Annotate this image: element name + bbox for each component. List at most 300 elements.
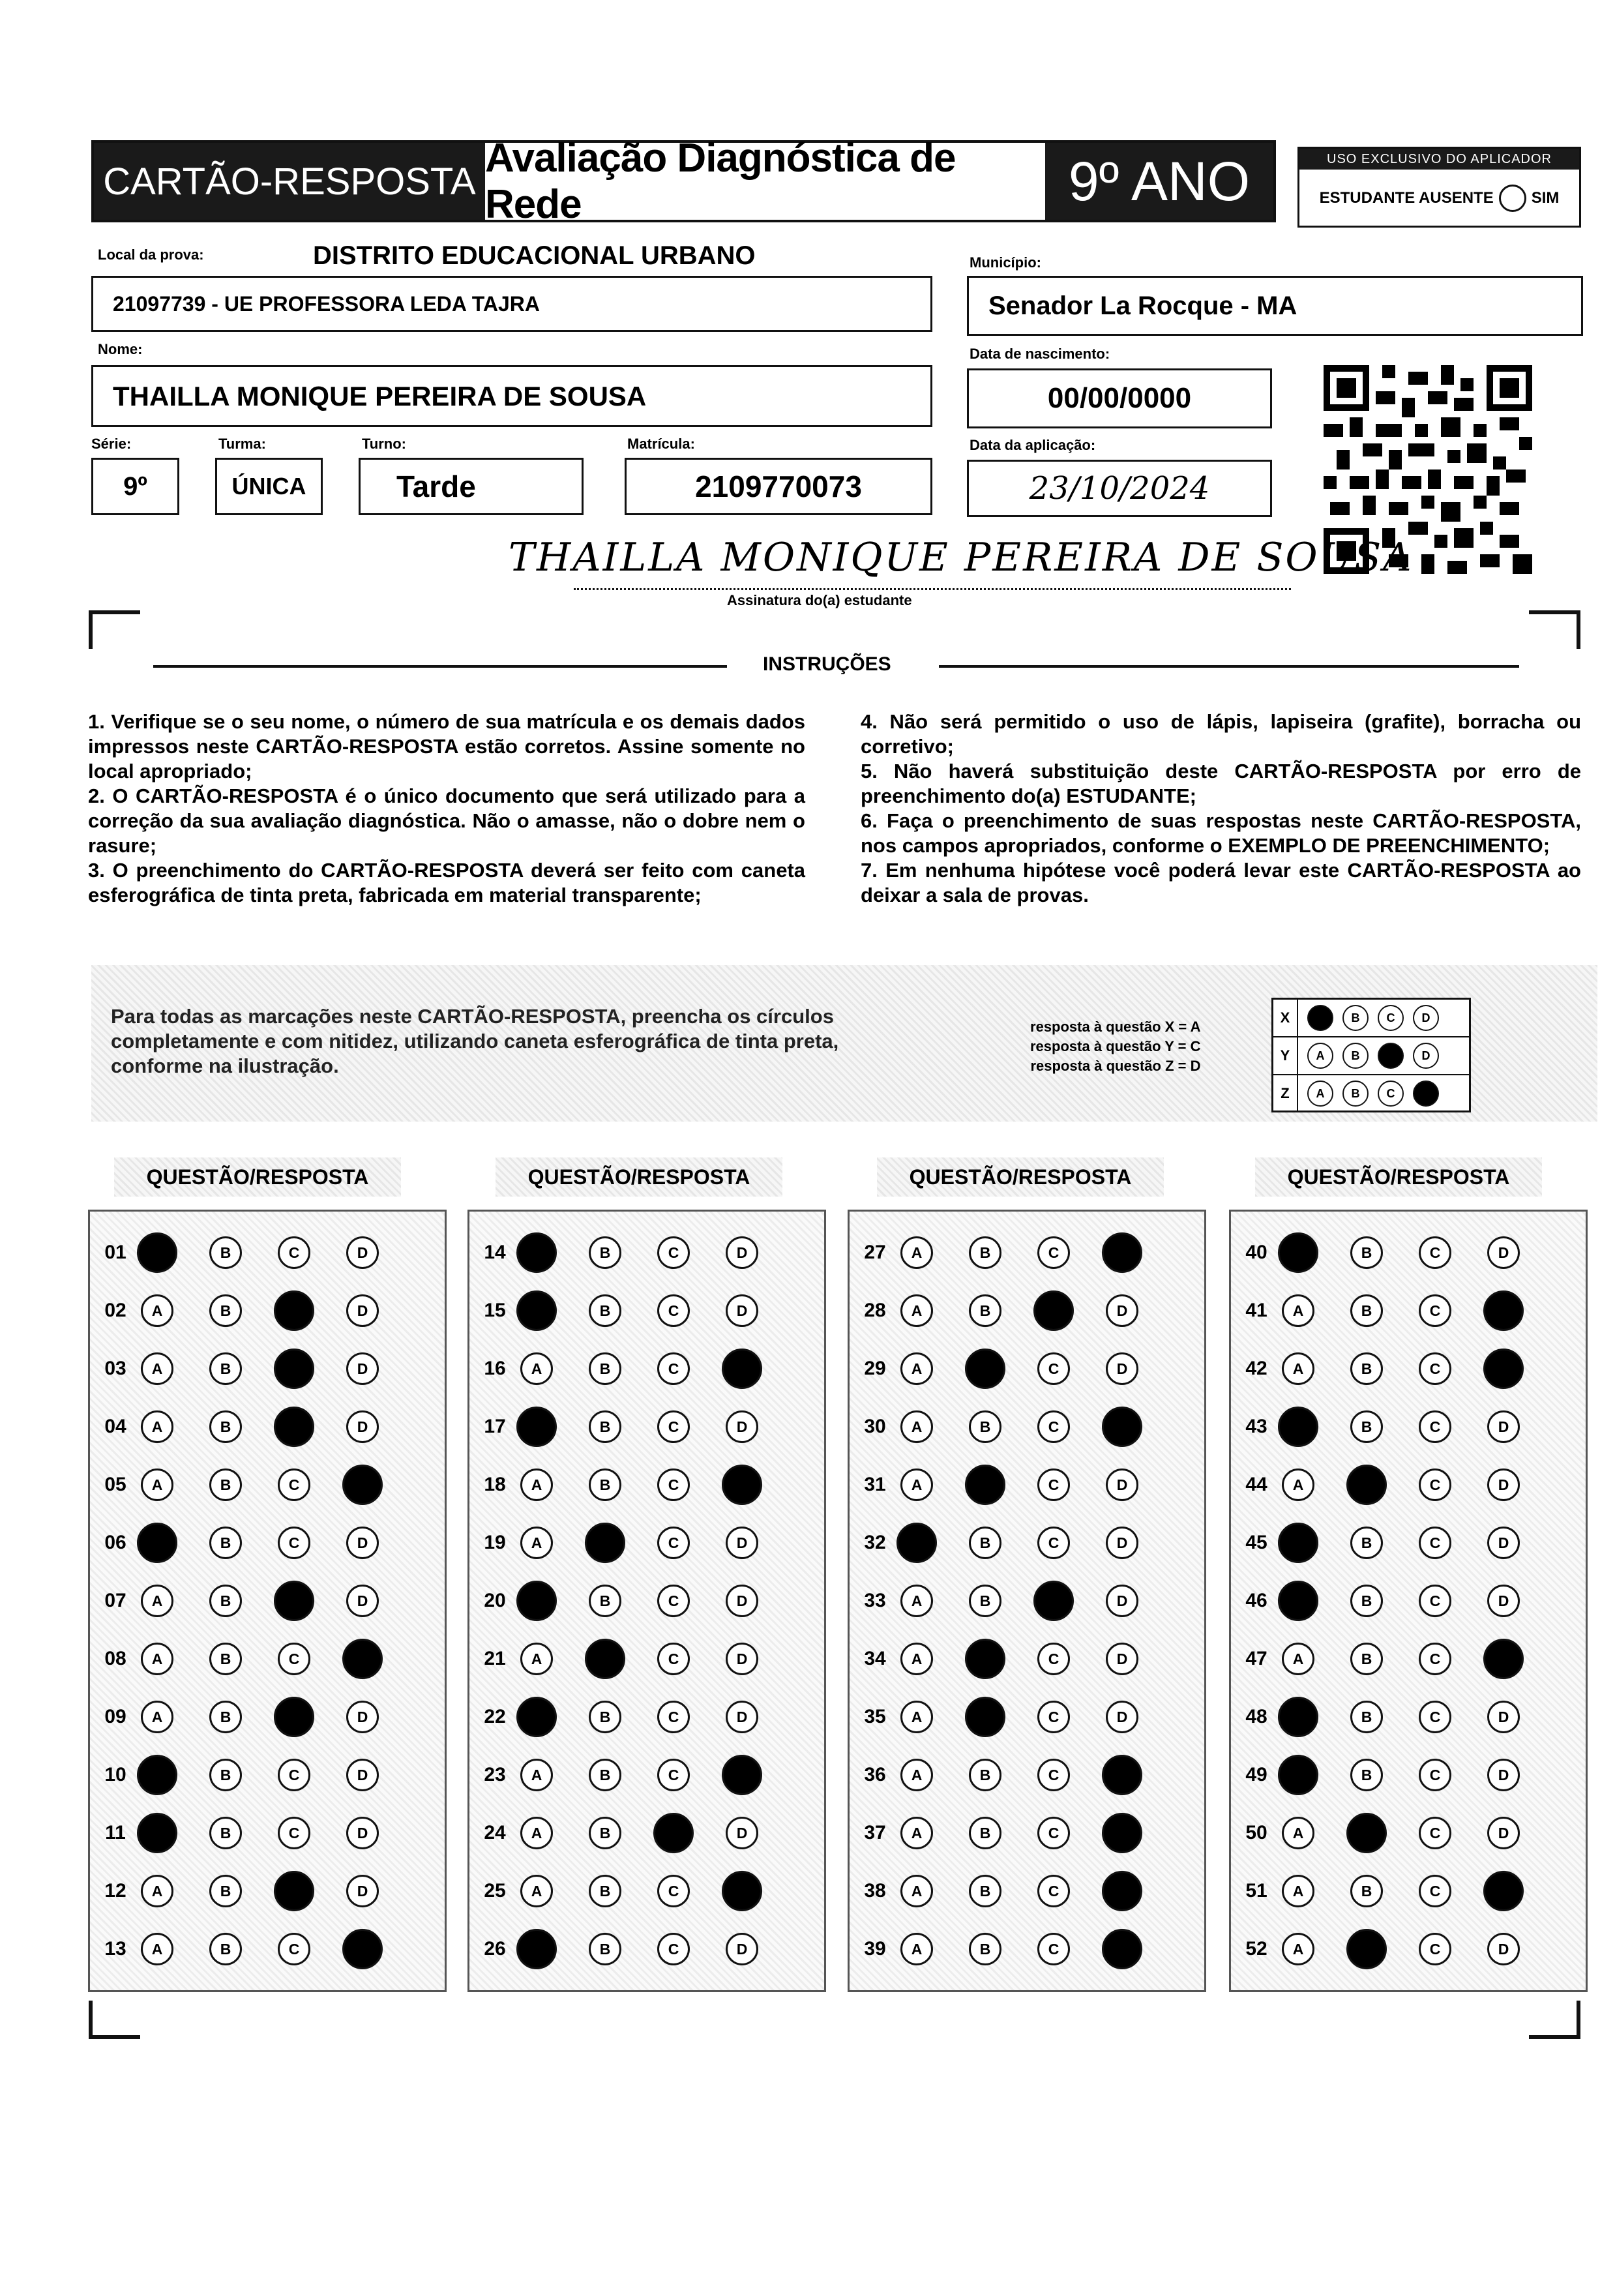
answer-bubble-a[interactable]: A — [141, 1410, 173, 1443]
answer-bubble-d[interactable]: D — [1487, 1817, 1520, 1849]
answer-bubble-a[interactable]: A — [520, 1875, 553, 1907]
answer-bubble-b[interactable] — [585, 1523, 625, 1563]
answer-bubble-a[interactable]: A — [1282, 1643, 1314, 1675]
instruction-1: 1. Verifique se o seu nome, o número de sua matrícula e os demais dados impressos neste CARTÃO-RESPOSTA estão corretos. Assine somente no local apropriado; — [88, 710, 805, 783]
answer-bubble-d[interactable] — [722, 1755, 762, 1795]
answer-column — [848, 1210, 1206, 1992]
answer-bubble-b[interactable]: B — [209, 1410, 242, 1443]
answer-bubble-d[interactable]: D — [726, 1527, 758, 1559]
answer-bubble-c[interactable]: C — [657, 1585, 690, 1617]
question-row — [90, 1631, 445, 1687]
answer-bubble-c[interactable]: C — [657, 1643, 690, 1675]
answer-bubble-d[interactable]: D — [1487, 1410, 1520, 1443]
question-number: 03 — [104, 1358, 126, 1379]
question-row — [90, 1515, 445, 1571]
question-number: 20 — [484, 1590, 506, 1611]
answer-bubble-b[interactable]: B — [589, 1875, 621, 1907]
answer-bubble-d[interactable]: D — [726, 1410, 758, 1443]
answer-bubble-a[interactable] — [137, 1523, 177, 1563]
answer-bubble-c[interactable]: C — [657, 1875, 690, 1907]
answer-bubble-c[interactable]: C — [657, 1701, 690, 1733]
answer-bubble-c[interactable]: C — [1037, 1817, 1070, 1849]
answer-bubble-c[interactable]: C — [1037, 1236, 1070, 1269]
question-number: 08 — [104, 1648, 126, 1669]
examiner-label: USO EXCLUSIVO DO APLICADOR — [1299, 149, 1579, 170]
answer-bubble-b[interactable]: B — [589, 1236, 621, 1269]
answer-bubble-a[interactable]: A — [900, 1294, 933, 1327]
answer-bubble-d[interactable] — [1483, 1639, 1524, 1679]
answer-bubble-b[interactable] — [965, 1639, 1005, 1679]
answer-bubble-a[interactable]: A — [1282, 1469, 1314, 1501]
answer-bubble-a[interactable]: A — [900, 1236, 933, 1269]
answer-bubble-b[interactable]: B — [969, 1585, 1001, 1617]
question-number: 12 — [104, 1880, 126, 1901]
answer-bubble-a[interactable] — [896, 1523, 937, 1563]
answer-bubble-c[interactable]: C — [278, 1817, 310, 1849]
answer-bubble-d[interactable]: D — [1487, 1701, 1520, 1733]
answer-bubble-d[interactable]: D — [346, 1352, 379, 1385]
answer-bubble-a[interactable] — [137, 1755, 177, 1795]
answer-bubble-a[interactable]: A — [520, 1527, 553, 1559]
answer-bubble-d[interactable] — [1102, 1407, 1142, 1447]
answer-bubble-a[interactable] — [137, 1813, 177, 1853]
answer-bubble-a[interactable] — [516, 1581, 557, 1621]
question-row — [469, 1689, 824, 1745]
answer-bubble-b[interactable]: B — [589, 1759, 621, 1791]
answer-bubble-a[interactable]: A — [1282, 1933, 1314, 1965]
answer-bubble-a[interactable]: A — [520, 1817, 553, 1849]
answer-bubble-b[interactable]: B — [209, 1527, 242, 1559]
district-name: DISTRITO EDUCACIONAL URBANO — [313, 241, 756, 270]
answer-bubble-d[interactable]: D — [1487, 1469, 1520, 1501]
answer-bubble-a[interactable] — [1278, 1407, 1318, 1447]
example-bubble-c: C — [1378, 1081, 1404, 1107]
answer-bubble-c[interactable]: C — [278, 1469, 310, 1501]
answer-bubble-b[interactable]: B — [209, 1933, 242, 1965]
answer-bubble-c[interactable]: C — [657, 1527, 690, 1559]
question-row — [1231, 1341, 1586, 1397]
answer-bubble-c[interactable]: C — [1037, 1701, 1070, 1733]
answer-bubble-d[interactable] — [342, 1929, 383, 1969]
corner-mark-bottom-right — [1529, 2001, 1581, 2040]
answer-bubble-a[interactable]: A — [900, 1933, 933, 1965]
school-field: 21097739 - UE PROFESSORA LEDA TAJRA — [91, 276, 932, 332]
answer-bubble-c[interactable]: C — [657, 1933, 690, 1965]
answer-bubble-c[interactable]: C — [1419, 1817, 1451, 1849]
answer-bubble-d[interactable] — [722, 1465, 762, 1505]
answer-bubble-b[interactable]: B — [209, 1701, 242, 1733]
question-number: 39 — [864, 1938, 886, 1960]
example-bubble-c — [1378, 1043, 1404, 1069]
question-row — [90, 1805, 445, 1861]
answer-bubble-d[interactable]: D — [1487, 1759, 1520, 1791]
answer-bubble-b[interactable]: B — [589, 1701, 621, 1733]
answer-bubble-b[interactable]: B — [969, 1294, 1001, 1327]
answer-bubble-c[interactable]: C — [1419, 1875, 1451, 1907]
answer-bubble-b[interactable]: B — [589, 1469, 621, 1501]
answer-bubble-b[interactable]: B — [1350, 1410, 1383, 1443]
question-row — [850, 1689, 1204, 1745]
answer-bubble-d[interactable] — [1102, 1813, 1142, 1853]
answer-bubble-b[interactable]: B — [209, 1236, 242, 1269]
answer-bubble-c[interactable]: C — [278, 1643, 310, 1675]
answer-bubble-b[interactable]: B — [969, 1817, 1001, 1849]
answer-bubble-d[interactable]: D — [346, 1875, 379, 1907]
answer-bubble-a[interactable]: A — [900, 1469, 933, 1501]
answer-bubble-a[interactable]: A — [900, 1759, 933, 1791]
answer-bubble-b[interactable] — [1346, 1929, 1387, 1969]
corner-mark-top-left — [88, 610, 140, 649]
answer-bubble-d[interactable]: D — [726, 1643, 758, 1675]
answer-bubble-b[interactable] — [1346, 1465, 1387, 1505]
question-row — [850, 1863, 1204, 1919]
header-band — [91, 136, 1276, 227]
answer-bubble-d[interactable] — [1483, 1871, 1524, 1911]
answer-bubble-c[interactable]: C — [1037, 1527, 1070, 1559]
answer-bubble-a[interactable] — [516, 1290, 557, 1331]
question-row — [850, 1631, 1204, 1687]
answer-column-header: QUESTÃO/RESPOSTA — [496, 1157, 782, 1197]
question-number: 02 — [104, 1300, 126, 1321]
question-row — [1231, 1457, 1586, 1513]
answer-bubble-d[interactable]: D — [1487, 1236, 1520, 1269]
question-row — [1231, 1573, 1586, 1629]
question-number: 13 — [104, 1938, 126, 1960]
question-row — [90, 1747, 445, 1803]
answer-bubble-d[interactable] — [1102, 1871, 1142, 1911]
answer-bubble-a[interactable]: A — [141, 1933, 173, 1965]
absent-bubble[interactable] — [1499, 185, 1526, 212]
answer-bubble-d[interactable] — [342, 1465, 383, 1505]
answer-bubble-d[interactable]: D — [346, 1817, 379, 1849]
answer-bubble-b[interactable]: B — [589, 1410, 621, 1443]
answer-bubble-b[interactable]: B — [1350, 1236, 1383, 1269]
answer-bubble-c[interactable]: C — [1037, 1469, 1070, 1501]
answer-bubble-a[interactable]: A — [900, 1410, 933, 1443]
answer-bubble-c[interactable] — [274, 1871, 314, 1911]
answer-bubble-b[interactable]: B — [969, 1527, 1001, 1559]
answer-bubble-b[interactable]: B — [1350, 1701, 1383, 1733]
example-question-label: Z — [1273, 1075, 1298, 1112]
answer-bubble-b[interactable] — [965, 1697, 1005, 1737]
answer-bubble-c[interactable] — [1033, 1581, 1074, 1621]
question-number: 26 — [484, 1938, 506, 1960]
answer-bubble-a[interactable]: A — [1282, 1294, 1314, 1327]
question-number: 01 — [104, 1242, 126, 1263]
answer-bubble-c[interactable]: C — [1419, 1410, 1451, 1443]
fill-example-zone — [91, 965, 1597, 1122]
answer-bubble-b[interactable] — [965, 1349, 1005, 1389]
answer-bubble-b[interactable]: B — [1350, 1759, 1383, 1791]
question-row — [469, 1747, 824, 1803]
answer-bubble-d[interactable]: D — [1106, 1352, 1138, 1385]
answer-bubble-c[interactable] — [653, 1813, 694, 1853]
answer-bubble-d[interactable] — [342, 1639, 383, 1679]
answer-bubble-b[interactable]: B — [209, 1469, 242, 1501]
answer-bubble-d[interactable]: D — [1106, 1585, 1138, 1617]
answer-bubble-a[interactable]: A — [141, 1294, 173, 1327]
question-number: 46 — [1245, 1590, 1267, 1611]
answer-bubble-d[interactable]: D — [1106, 1643, 1138, 1675]
answer-bubble-c[interactable]: C — [1419, 1236, 1451, 1269]
answer-column — [467, 1210, 826, 1992]
question-row — [90, 1225, 445, 1281]
yes-label: SIM — [1531, 189, 1560, 207]
answer-bubble-c[interactable]: C — [1419, 1759, 1451, 1791]
nome-label: Nome: — [98, 341, 143, 357]
answer-bubble-d[interactable]: D — [726, 1236, 758, 1269]
answer-bubble-d[interactable]: D — [346, 1294, 379, 1327]
answer-bubble-d[interactable]: D — [726, 1701, 758, 1733]
answer-bubble-a[interactable]: A — [520, 1643, 553, 1675]
answer-bubble-b[interactable]: B — [969, 1933, 1001, 1965]
answer-bubble-b[interactable]: B — [1350, 1643, 1383, 1675]
answer-bubble-b[interactable] — [585, 1639, 625, 1679]
answer-bubble-b[interactable]: B — [209, 1875, 242, 1907]
question-number: 38 — [864, 1880, 886, 1901]
answer-bubble-b[interactable]: B — [1350, 1585, 1383, 1617]
answer-bubble-a[interactable] — [516, 1407, 557, 1447]
question-row — [850, 1515, 1204, 1571]
question-row — [850, 1457, 1204, 1513]
answer-bubble-d[interactable]: D — [1106, 1701, 1138, 1733]
answer-bubble-c[interactable]: C — [657, 1410, 690, 1443]
answer-bubble-c[interactable]: C — [1419, 1585, 1451, 1617]
answer-bubble-b[interactable]: B — [589, 1817, 621, 1849]
answer-bubble-d[interactable] — [1102, 1232, 1142, 1273]
answer-bubble-c[interactable]: C — [1037, 1875, 1070, 1907]
answer-bubble-b[interactable]: B — [1350, 1352, 1383, 1385]
question-row — [90, 1457, 445, 1513]
answer-bubble-a[interactable] — [1278, 1697, 1318, 1737]
answer-bubble-b[interactable]: B — [209, 1643, 242, 1675]
instructions-rule-right — [939, 665, 1519, 668]
answer-bubble-b[interactable] — [965, 1465, 1005, 1505]
nasc-field: 00/00/0000 — [967, 368, 1272, 428]
question-number: 45 — [1245, 1532, 1267, 1553]
answer-bubble-a[interactable]: A — [900, 1701, 933, 1733]
question-row — [90, 1689, 445, 1745]
answer-bubble-c[interactable]: C — [1037, 1933, 1070, 1965]
answer-bubble-a[interactable] — [137, 1232, 177, 1273]
answer-bubble-a[interactable] — [516, 1929, 557, 1969]
grade-label: 9º ANO — [1045, 143, 1273, 220]
answer-bubble-a[interactable]: A — [520, 1469, 553, 1501]
card-title: CARTÃO-RESPOSTA — [94, 143, 485, 220]
answer-bubble-b[interactable]: B — [969, 1759, 1001, 1791]
answer-bubble-c[interactable]: C — [1419, 1294, 1451, 1327]
example-bubble-d: D — [1413, 1043, 1439, 1069]
fill-example-text: Para todas as marcações neste CARTÃO-RESPOSTA, preencha os círculos completamente e com nitidez, utilizando caneta esferográfica de tinta preta, conforme na ilustração. — [111, 1005, 839, 1077]
question-row — [1231, 1805, 1586, 1861]
answer-bubble-a[interactable]: A — [141, 1643, 173, 1675]
question-row — [850, 1573, 1204, 1629]
turno-label: Turno: — [362, 436, 407, 452]
answer-bubble-a[interactable] — [1278, 1232, 1318, 1273]
answer-bubble-a[interactable] — [516, 1232, 557, 1273]
answer-bubble-c[interactable]: C — [657, 1294, 690, 1327]
answer-bubble-d[interactable]: D — [726, 1585, 758, 1617]
question-number: 41 — [1245, 1300, 1267, 1321]
answer-bubble-d[interactable]: D — [1487, 1527, 1520, 1559]
question-number: 42 — [1245, 1358, 1267, 1379]
answer-bubble-c[interactable] — [274, 1349, 314, 1389]
question-row — [469, 1341, 824, 1397]
answer-bubble-d[interactable]: D — [726, 1817, 758, 1849]
answer-bubble-a[interactable]: A — [141, 1352, 173, 1385]
answer-bubble-c[interactable] — [274, 1290, 314, 1331]
answer-bubble-a[interactable] — [516, 1697, 557, 1737]
answer-bubble-b[interactable]: B — [209, 1817, 242, 1849]
answer-bubble-c[interactable] — [274, 1407, 314, 1447]
answer-bubble-d[interactable]: D — [1106, 1527, 1138, 1559]
answer-bubble-c[interactable]: C — [1419, 1701, 1451, 1733]
answer-bubble-d[interactable] — [1483, 1290, 1524, 1331]
answer-bubble-d[interactable]: D — [346, 1701, 379, 1733]
answer-bubble-a[interactable]: A — [520, 1759, 553, 1791]
answer-bubble-a[interactable]: A — [900, 1585, 933, 1617]
answer-bubble-d[interactable]: D — [1106, 1294, 1138, 1327]
answer-bubble-d[interactable]: D — [726, 1294, 758, 1327]
answer-bubble-c[interactable]: C — [1419, 1352, 1451, 1385]
corner-mark-bottom-left — [88, 2001, 140, 2040]
answer-bubble-d[interactable] — [722, 1871, 762, 1911]
answer-bubble-d[interactable]: D — [346, 1410, 379, 1443]
question-number: 22 — [484, 1706, 506, 1727]
question-number: 04 — [104, 1416, 126, 1437]
answer-bubble-a[interactable]: A — [900, 1643, 933, 1675]
answer-bubble-b[interactable]: B — [589, 1933, 621, 1965]
answer-bubble-a[interactable]: A — [520, 1352, 553, 1385]
answer-bubble-b[interactable]: B — [589, 1585, 621, 1617]
question-row — [90, 1921, 445, 1977]
answer-bubble-a[interactable]: A — [900, 1875, 933, 1907]
answer-bubble-c[interactable] — [274, 1581, 314, 1621]
answer-bubble-c[interactable] — [274, 1697, 314, 1737]
answer-bubble-c[interactable]: C — [657, 1236, 690, 1269]
question-number: 24 — [484, 1822, 506, 1843]
question-number: 09 — [104, 1706, 126, 1727]
answer-bubble-d[interactable]: D — [726, 1933, 758, 1965]
question-row — [469, 1631, 824, 1687]
answer-bubble-c[interactable]: C — [1037, 1643, 1070, 1675]
answer-bubble-b[interactable]: B — [1350, 1294, 1383, 1327]
question-number: 50 — [1245, 1822, 1267, 1843]
question-row — [90, 1573, 445, 1629]
answer-bubble-b[interactable]: B — [969, 1875, 1001, 1907]
answer-bubble-b[interactable]: B — [589, 1294, 621, 1327]
answer-bubble-b[interactable]: B — [969, 1410, 1001, 1443]
answer-bubble-d[interactable] — [1102, 1755, 1142, 1795]
answer-bubble-b[interactable]: B — [209, 1352, 242, 1385]
answer-bubble-d[interactable] — [1483, 1349, 1524, 1389]
answer-bubble-b[interactable] — [1346, 1813, 1387, 1853]
example-bubble-b: B — [1342, 1005, 1369, 1031]
answer-bubble-a[interactable]: A — [1282, 1875, 1314, 1907]
answer-bubble-c[interactable]: C — [657, 1759, 690, 1791]
question-row — [469, 1399, 824, 1455]
answer-bubble-a[interactable]: A — [1282, 1817, 1314, 1849]
question-number: 36 — [864, 1764, 886, 1785]
answer-bubble-a[interactable] — [1278, 1581, 1318, 1621]
answer-bubble-c[interactable]: C — [657, 1352, 690, 1385]
answer-bubble-c[interactable]: C — [1037, 1410, 1070, 1443]
question-row — [469, 1805, 824, 1861]
answer-bubble-d[interactable]: D — [1487, 1585, 1520, 1617]
answer-bubble-b[interactable]: B — [209, 1759, 242, 1791]
question-row — [1231, 1921, 1586, 1977]
question-number: 25 — [484, 1880, 506, 1901]
answer-bubble-c[interactable]: C — [1037, 1352, 1070, 1385]
answer-bubble-b[interactable]: B — [589, 1352, 621, 1385]
answer-bubble-d[interactable]: D — [346, 1759, 379, 1791]
question-row — [850, 1805, 1204, 1861]
example-bubble-a: A — [1307, 1043, 1333, 1069]
question-number: 40 — [1245, 1242, 1267, 1263]
answer-bubble-a[interactable] — [1278, 1523, 1318, 1563]
instructions-title: INSTRUÇÕES — [763, 653, 891, 675]
answer-bubble-d[interactable] — [1102, 1929, 1142, 1969]
answer-bubble-b[interactable]: B — [209, 1294, 242, 1327]
answer-bubble-c[interactable]: C — [278, 1527, 310, 1559]
answer-bubble-a[interactable]: A — [141, 1875, 173, 1907]
answer-bubble-a[interactable] — [1278, 1755, 1318, 1795]
answer-bubble-b[interactable]: B — [1350, 1527, 1383, 1559]
local-label: Local da prova: — [98, 246, 204, 263]
answer-bubble-d[interactable]: D — [1106, 1469, 1138, 1501]
answer-bubble-c[interactable]: C — [278, 1759, 310, 1791]
answer-bubble-d[interactable]: D — [346, 1527, 379, 1559]
municipio-label: Município: — [970, 254, 1041, 271]
answer-bubble-c[interactable]: C — [1419, 1469, 1451, 1501]
evaluation-title: Avaliação Diagnóstica de Rede — [485, 143, 1045, 220]
question-row — [850, 1399, 1204, 1455]
answer-bubble-c[interactable]: C — [1037, 1759, 1070, 1791]
answer-bubble-b[interactable]: B — [969, 1236, 1001, 1269]
answer-bubble-c[interactable]: C — [1419, 1933, 1451, 1965]
answer-bubble-c[interactable] — [1033, 1290, 1074, 1331]
answer-bubble-c[interactable]: C — [278, 1236, 310, 1269]
answer-bubble-b[interactable]: B — [1350, 1875, 1383, 1907]
question-number: 34 — [864, 1648, 886, 1669]
answer-bubble-d[interactable]: D — [346, 1236, 379, 1269]
answer-bubble-a[interactable]: A — [141, 1469, 173, 1501]
answer-bubble-c[interactable]: C — [1419, 1643, 1451, 1675]
answer-bubble-d[interactable]: D — [1487, 1933, 1520, 1965]
answer-bubble-a[interactable]: A — [141, 1585, 173, 1617]
absent-label: ESTUDANTE AUSENTE — [1319, 189, 1494, 207]
question-row — [1231, 1747, 1586, 1803]
answer-bubble-c[interactable]: C — [657, 1469, 690, 1501]
answer-bubble-b[interactable]: B — [209, 1585, 242, 1617]
answer-column — [1229, 1210, 1588, 1992]
nasc-label: Data de nascimento: — [970, 346, 1110, 362]
answer-bubble-a[interactable]: A — [1282, 1352, 1314, 1385]
answer-bubble-d[interactable]: D — [346, 1585, 379, 1617]
answer-bubble-a[interactable]: A — [900, 1817, 933, 1849]
question-row — [90, 1341, 445, 1397]
answer-bubble-c[interactable]: C — [1419, 1527, 1451, 1559]
answer-bubble-a[interactable]: A — [141, 1701, 173, 1733]
example-row — [1273, 1037, 1469, 1075]
answer-bubble-c[interactable]: C — [278, 1933, 310, 1965]
question-row — [90, 1863, 445, 1919]
answer-bubble-d[interactable] — [722, 1349, 762, 1389]
question-row — [850, 1747, 1204, 1803]
question-number: 31 — [864, 1474, 886, 1495]
example-bubble-a: A — [1307, 1081, 1333, 1107]
answer-bubble-a[interactable]: A — [900, 1352, 933, 1385]
